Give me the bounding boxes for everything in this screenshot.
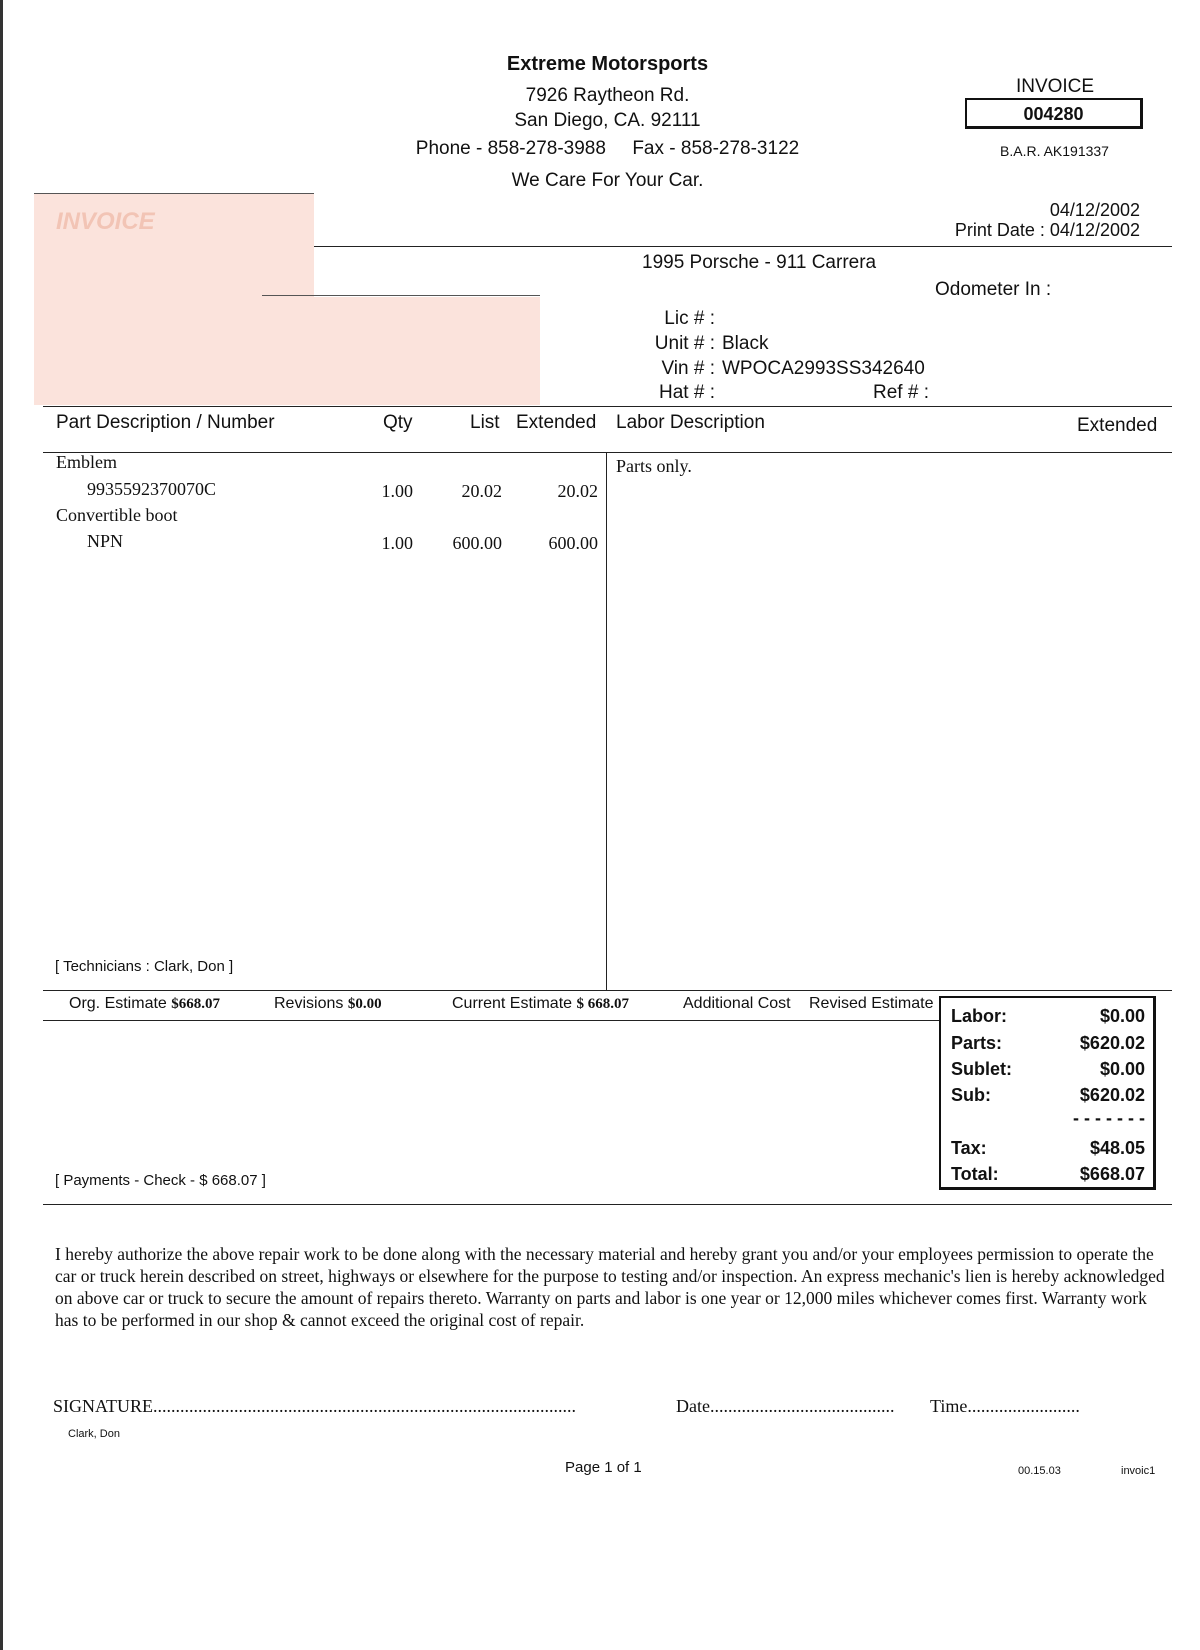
parts-labor-divider (606, 452, 607, 990)
part-2-qty: 1.00 (381, 533, 413, 553)
total-label: Total: (951, 1164, 999, 1184)
print-date-label: Print Date : (954, 220, 1045, 240)
total-value: $668.07 (1079, 1164, 1145, 1184)
current-estimate (452, 995, 629, 1013)
org-estimate-value: $668.07 (171, 996, 221, 1012)
totals-box (939, 996, 1156, 1190)
revisions (274, 995, 382, 1013)
redacted-edge-top (34, 193, 314, 194)
org-estimate-label: Org. Estimate (69, 995, 167, 1012)
part-1-list: 20.02 (461, 481, 502, 501)
invoice-number: 004280 (965, 98, 1143, 129)
col-labor-description: Labor Description (616, 412, 765, 433)
revised-estimate-label: Revised Estimate (809, 995, 934, 1012)
part-2-list: 600.00 (452, 533, 502, 553)
payments: [ Payments - Check - $ 668.07 ] (55, 1172, 266, 1189)
tax-label: Tax: (951, 1138, 987, 1158)
page-number: Page 1 of 1 (565, 1459, 642, 1476)
totals-sublet-row (951, 1059, 1145, 1080)
labor-label: Labor: (951, 1006, 1007, 1026)
invoice-label: INVOICE (1015, 76, 1095, 97)
totals-parts-row (951, 1033, 1145, 1054)
shop-address-city: San Diego, CA. 92111 (514, 110, 701, 131)
shop-phone-fax: Phone - 858-278-3988 Fax - 858-278-3122 (415, 138, 800, 159)
lic-label: Lic # : (664, 308, 715, 329)
odometer-label: Odometer In : (935, 279, 1052, 300)
unit-label: Unit # : (654, 333, 715, 354)
col-qty: Qty (383, 412, 413, 433)
estimate-bottom-line (43, 1020, 939, 1021)
part-1-extended: 20.02 (557, 481, 598, 501)
labor-value: $0.00 (1099, 1006, 1145, 1026)
header-divider (314, 246, 1172, 247)
revisions-label: Revisions (274, 995, 344, 1012)
sublet-label: Sublet: (951, 1059, 1012, 1079)
redacted-patch-edge (262, 295, 540, 296)
col-part-description: Part Description / Number (56, 412, 275, 433)
scan-left-edge (0, 0, 3, 1650)
signer-name: Clark, Don (68, 1428, 120, 1440)
hat-label: Hat # : (659, 382, 715, 403)
parts-value: $620.02 (1079, 1033, 1145, 1053)
form-name: invoic1 (1121, 1465, 1156, 1477)
print-date-row (955, 220, 1140, 241)
additional-cost-label: Additional Cost (683, 995, 791, 1012)
sub-value: $620.02 (1079, 1085, 1145, 1105)
authorization-text: I hereby authorize the above repair work to be done along with the necessary material and hereby grant you and/or your employees permission to operate the car or truck herein described on street, highways or elsewhere for the purpose to testing and/or inspection. An express mechanic's lien is hereby acknowledged on above car or truck to secure the amount of repairs thereto. Warranty on parts and labor is one year or 12,000 miles whichever comes first. Warranty work has to be performed in our shop & cannot exceed the original cost of repair. (55, 1244, 1165, 1330)
col-labor-extended: Extended (1077, 415, 1158, 436)
unit-value: Black (722, 333, 769, 354)
vin-label: Vin # : (661, 358, 715, 379)
date-line: Date......................................... (676, 1396, 895, 1416)
part-2-extended: 600.00 (548, 533, 598, 553)
signature-line: SIGNATURE.............................................................................................. (53, 1396, 577, 1416)
part-2-number: NPN (87, 531, 124, 551)
part-1-description: Emblem (56, 452, 117, 472)
estimate-top-line (43, 990, 1172, 991)
totals-sub-row (951, 1085, 1145, 1106)
shop-name: Extreme Motorsports (506, 53, 709, 75)
tax-value: $48.05 (1089, 1138, 1145, 1158)
bar-number: B.A.R. AK191337 (1000, 143, 1109, 159)
vin-value: WPOCA2993SS342640 (722, 358, 925, 379)
print-date-value: 04/12/2002 (1049, 220, 1140, 240)
totals-tax-row (951, 1138, 1145, 1159)
org-estimate (69, 995, 220, 1013)
totals-separator: - - - - - - - (1073, 1108, 1145, 1128)
part-2-description: Convertible boot (56, 505, 178, 525)
time-line: Time......................... (930, 1396, 1080, 1416)
current-estimate-value: $ 668.07 (576, 996, 629, 1012)
revisions-value: $0.00 (347, 996, 382, 1012)
sublet-value: $0.00 (1099, 1059, 1145, 1079)
shop-slogan: We Care For Your Car. (511, 170, 704, 191)
invoice-date: 04/12/2002 (1049, 200, 1140, 220)
table-top-line (43, 406, 1172, 407)
technicians: [ Technicians : Clark, Don ] (55, 958, 234, 975)
labor-text: Parts only. (616, 456, 692, 476)
col-extended: Extended (516, 412, 597, 433)
current-estimate-label: Current Estimate (452, 995, 573, 1012)
sub-label: Sub: (951, 1085, 991, 1105)
payments-bottom-line (43, 1204, 1172, 1205)
table-header-line (43, 452, 1172, 453)
part-1-number: 9935592370070C (87, 479, 217, 499)
shop-address-street: 7926 Raytheon Rd. (525, 85, 690, 106)
redacted-stamp-text: INVOICE (56, 208, 155, 235)
totals-total-row (951, 1164, 1145, 1185)
part-1-qty: 1.00 (381, 481, 413, 501)
redacted-label-patch (262, 297, 540, 405)
parts-label: Parts: (951, 1033, 1003, 1053)
col-list: List (470, 412, 500, 433)
vehicle-description: 1995 Porsche - 911 Carrera (642, 252, 877, 273)
totals-labor-row (951, 1006, 1145, 1027)
ref-label: Ref # : (873, 382, 929, 403)
form-code: 00.15.03 (1018, 1465, 1061, 1477)
